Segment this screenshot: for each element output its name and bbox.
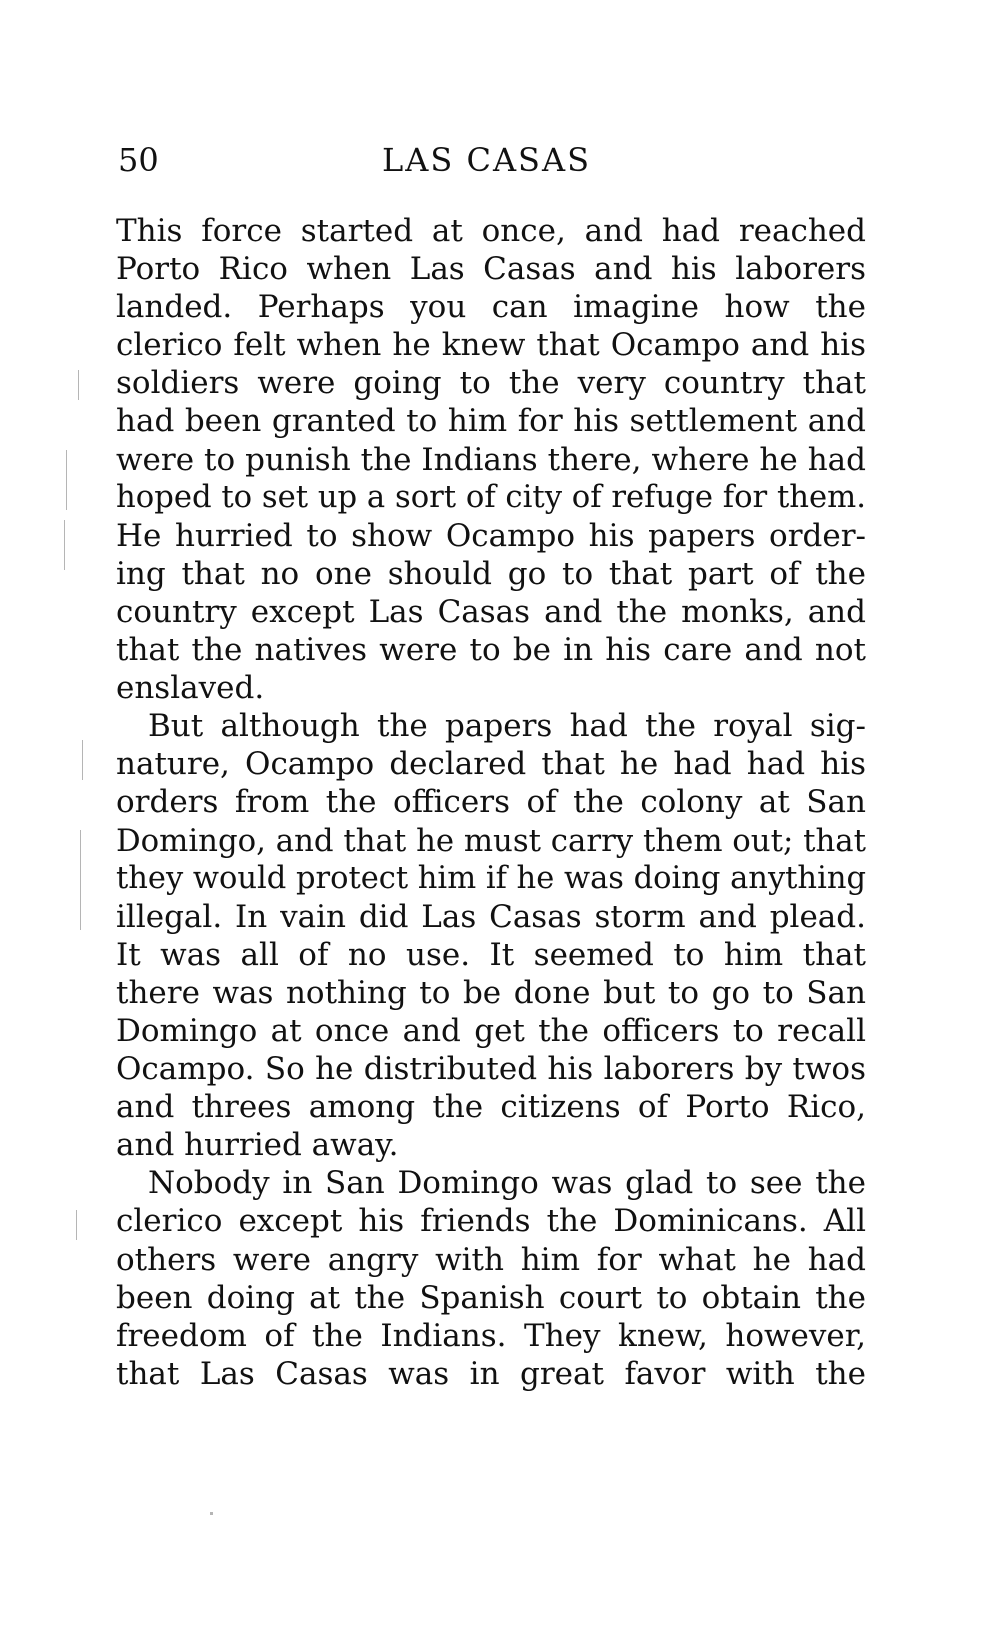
scan-mark [210,1512,213,1515]
text-line: Nobody in San Domingo was glad to see the [148,1165,866,1202]
text-line: landed. Perhaps you can imagine how the [116,289,866,326]
text-line: hoped to set up a sort of city of refuge for them. [116,479,866,515]
text-line: orders from the officers of the colony at San [116,784,866,821]
text-line: Domingo, and that he must carry them out; that [116,822,866,859]
running-head [118,138,864,182]
text-line: had been granted to him for his settlement and [116,403,866,440]
text-line: enslaved. [116,670,265,707]
text-line: there was nothing to be done but to go to San [116,974,866,1011]
text-line: others were angry with him for what he had [116,1241,866,1278]
text-line: illegal. In vain did Las Casas storm and plead. [116,898,866,935]
text-line: been doing at the Spanish court to obtain the [116,1279,866,1316]
text-line: He hurried to show Ocampo his papers order- [116,517,866,554]
text-line: Domingo at once and get the officers to recall [116,1012,866,1049]
text-line: This force started at once, and had reached [116,213,866,249]
text-line: soldiers were going to the very country that [116,365,866,402]
text-line: were to punish the Indians there, where he had [116,441,866,478]
text-line: country except Las Casas and the monks, and [116,593,866,630]
text-line: It was all of no use. It seemed to him that [116,936,866,973]
scan-mark [82,740,83,780]
page-number: 50 [118,141,159,179]
scan-mark [66,450,67,510]
text-line: that the natives were to be in his care and not [116,632,866,669]
text-line: Ocampo. So he distributed his laborers by twos [116,1051,866,1088]
scan-mark [64,520,65,570]
text-line: clerico felt when he knew that Ocampo and his [116,327,866,364]
scan-mark [78,370,79,400]
text-line: clerico except his friends the Dominicans. All [116,1203,866,1240]
scan-mark [76,1210,77,1240]
text-line: ing that no one should go to that part of the [116,555,866,592]
text-line: they would protect him if he was doing anything [116,860,866,896]
body-text [116,212,866,1393]
text-line: Porto Rico when Las Casas and his laborers [116,251,866,288]
book-title: LAS CASAS [382,141,591,179]
text-line: and hurried away. [116,1127,399,1164]
text-line: and threes among the citizens of Porto Rico, [116,1089,866,1126]
text-line: But although the papers had the royal sig- [148,708,866,745]
text-line: that Las Casas was in great favor with the [116,1355,866,1392]
scan-mark [80,830,81,930]
text-line: nature, Ocampo declared that he had had his [116,746,866,783]
text-line: freedom of the Indians. They knew, however, [116,1317,866,1354]
